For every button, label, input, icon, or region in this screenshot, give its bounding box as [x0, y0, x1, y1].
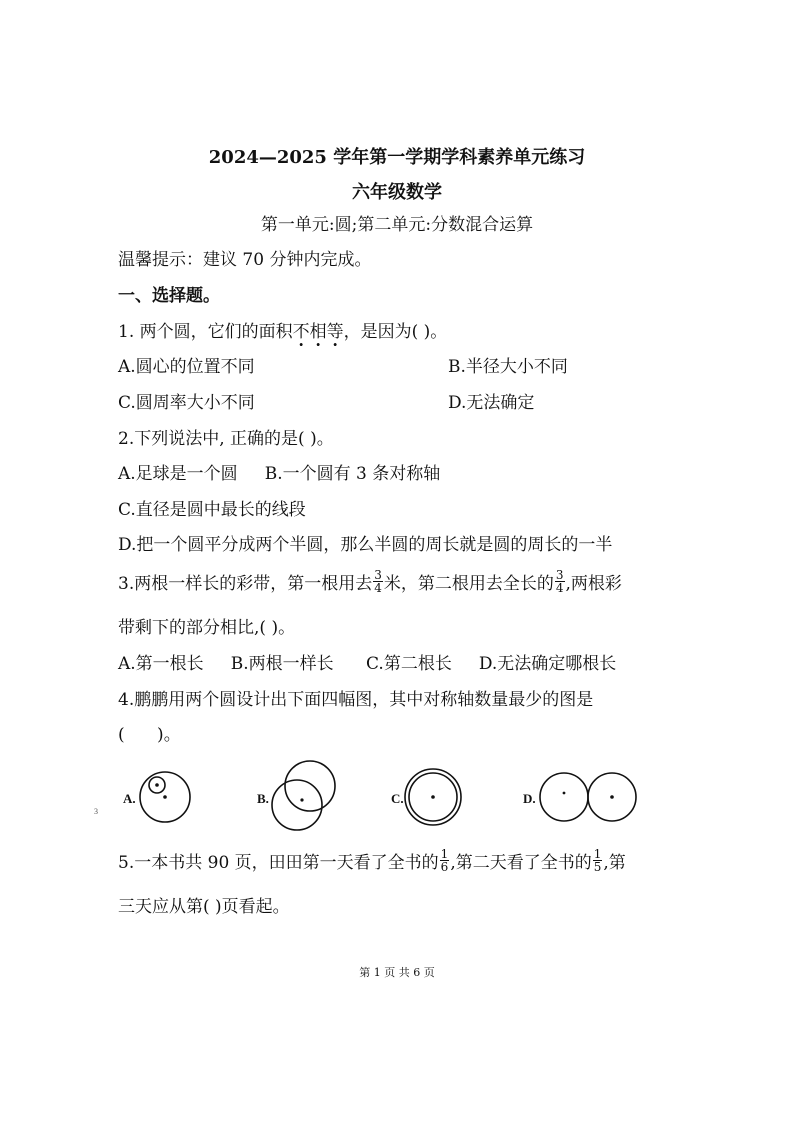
- fraction-one-fifth: [593, 848, 603, 873]
- question-1-text-post: ，是因为( )。: [343, 322, 448, 342]
- fraction-one-sixth: [440, 848, 450, 873]
- emphasis-char-1: 不: [292, 322, 310, 342]
- question-3-stem-line1: [118, 568, 622, 597]
- question-2-stem: 2.下列说法中, 正确的是( )。: [118, 429, 334, 449]
- fraction-numerator: 3: [374, 568, 382, 582]
- fraction-numerator: 3: [555, 568, 564, 582]
- question-1-option-d: D.无法确定: [448, 393, 535, 413]
- question-1-option-a: A.圆心的位置不同: [118, 357, 255, 377]
- fraction-numerator: 1: [593, 847, 602, 861]
- figure-b-center: [300, 798, 303, 801]
- figure-b-circle-lower: [272, 780, 322, 830]
- question-1-option-c: C.圆周率大小不同: [118, 393, 255, 413]
- margin-mark: 3: [94, 807, 98, 816]
- question-5-stem-line2: 三天应从第( )页看起。: [118, 897, 290, 917]
- fraction-three-quarters-1: [373, 569, 383, 594]
- figure-a-big-center: [163, 795, 167, 799]
- question-5-stem-line1: [118, 847, 626, 876]
- figure-d-label: D.: [523, 791, 536, 806]
- question-2-option-c: C.直径是圆中最长的线段: [118, 500, 306, 520]
- question-5-text-3: ,第: [603, 853, 626, 873]
- question-1-text-pre: 1. 两个圆，它们的面积: [118, 322, 293, 342]
- question-5-text-1: 5.一本书共 90 页，田田第一天看了全书的: [118, 853, 439, 873]
- emphasis-char-2: 相: [309, 322, 327, 342]
- question-2-options-ab: A.足球是一个圆 B.一个圆有 3 条对称轴: [118, 464, 441, 484]
- figure-c-label: C.: [391, 791, 404, 806]
- question-3-text-1: 3.两根一样长的彩带，第一根用去: [118, 574, 373, 594]
- figure-a-small-center: [155, 783, 159, 787]
- question-3-text-3: ,两根彩: [565, 574, 622, 594]
- exam-subtitle: 六年级数学: [352, 182, 442, 203]
- fraction-numerator: 1: [440, 847, 449, 861]
- figure-d-left-circle: [540, 773, 588, 821]
- page-footer: 第 1 页 共 6 页: [359, 966, 435, 979]
- question-3-options: A.第一根长 B.两根一样长 C.第二根长 D.无法确定哪根长: [118, 654, 617, 674]
- section-heading-choice: 一、选择题。: [118, 286, 220, 306]
- exam-title: 2024—2025 学年第一学期学科素养单元练习: [208, 147, 586, 168]
- figure-a-label: A.: [123, 791, 136, 806]
- figure-b-circle-upper: [285, 761, 335, 811]
- figure-d-left-center: [563, 792, 566, 795]
- question-4-figures: [90, 755, 690, 835]
- question-3-text-2: 米，第二根用去全长的: [383, 574, 554, 594]
- fraction-denominator: 4: [555, 581, 564, 595]
- fraction-denominator: 6: [440, 860, 449, 874]
- question-2-option-d: D.把一个圆平分成两个半圆，那么半圆的周长就是圆的周长的一半: [118, 535, 613, 555]
- question-4-blank: ( )。: [118, 725, 181, 745]
- exam-units: 第一单元:圆;第二单元:分数混合运算: [260, 215, 534, 235]
- exam-tip: 温馨提示：建议 70 分钟内完成。: [118, 250, 372, 270]
- figure-d-right-center: [610, 795, 614, 799]
- question-4-stem: 4.鹏鹏用两个圆设计出下面四幅图，其中对称轴数量最少的图是: [118, 690, 594, 710]
- question-1-stem: [118, 321, 447, 343]
- figure-c-center: [431, 795, 435, 799]
- question-1-option-b: B.半径大小不同: [448, 357, 568, 377]
- emphasis-char-3: 等: [326, 322, 344, 342]
- fraction-three-quarters-2: [555, 569, 565, 594]
- fraction-denominator: 5: [593, 860, 602, 874]
- fraction-denominator: 4: [374, 581, 382, 595]
- figure-b-label: B.: [257, 791, 269, 806]
- question-3-stem-line2: 带剩下的部分相比,( )。: [118, 618, 296, 638]
- question-5-text-2: ,第二天看了全书的: [450, 853, 592, 873]
